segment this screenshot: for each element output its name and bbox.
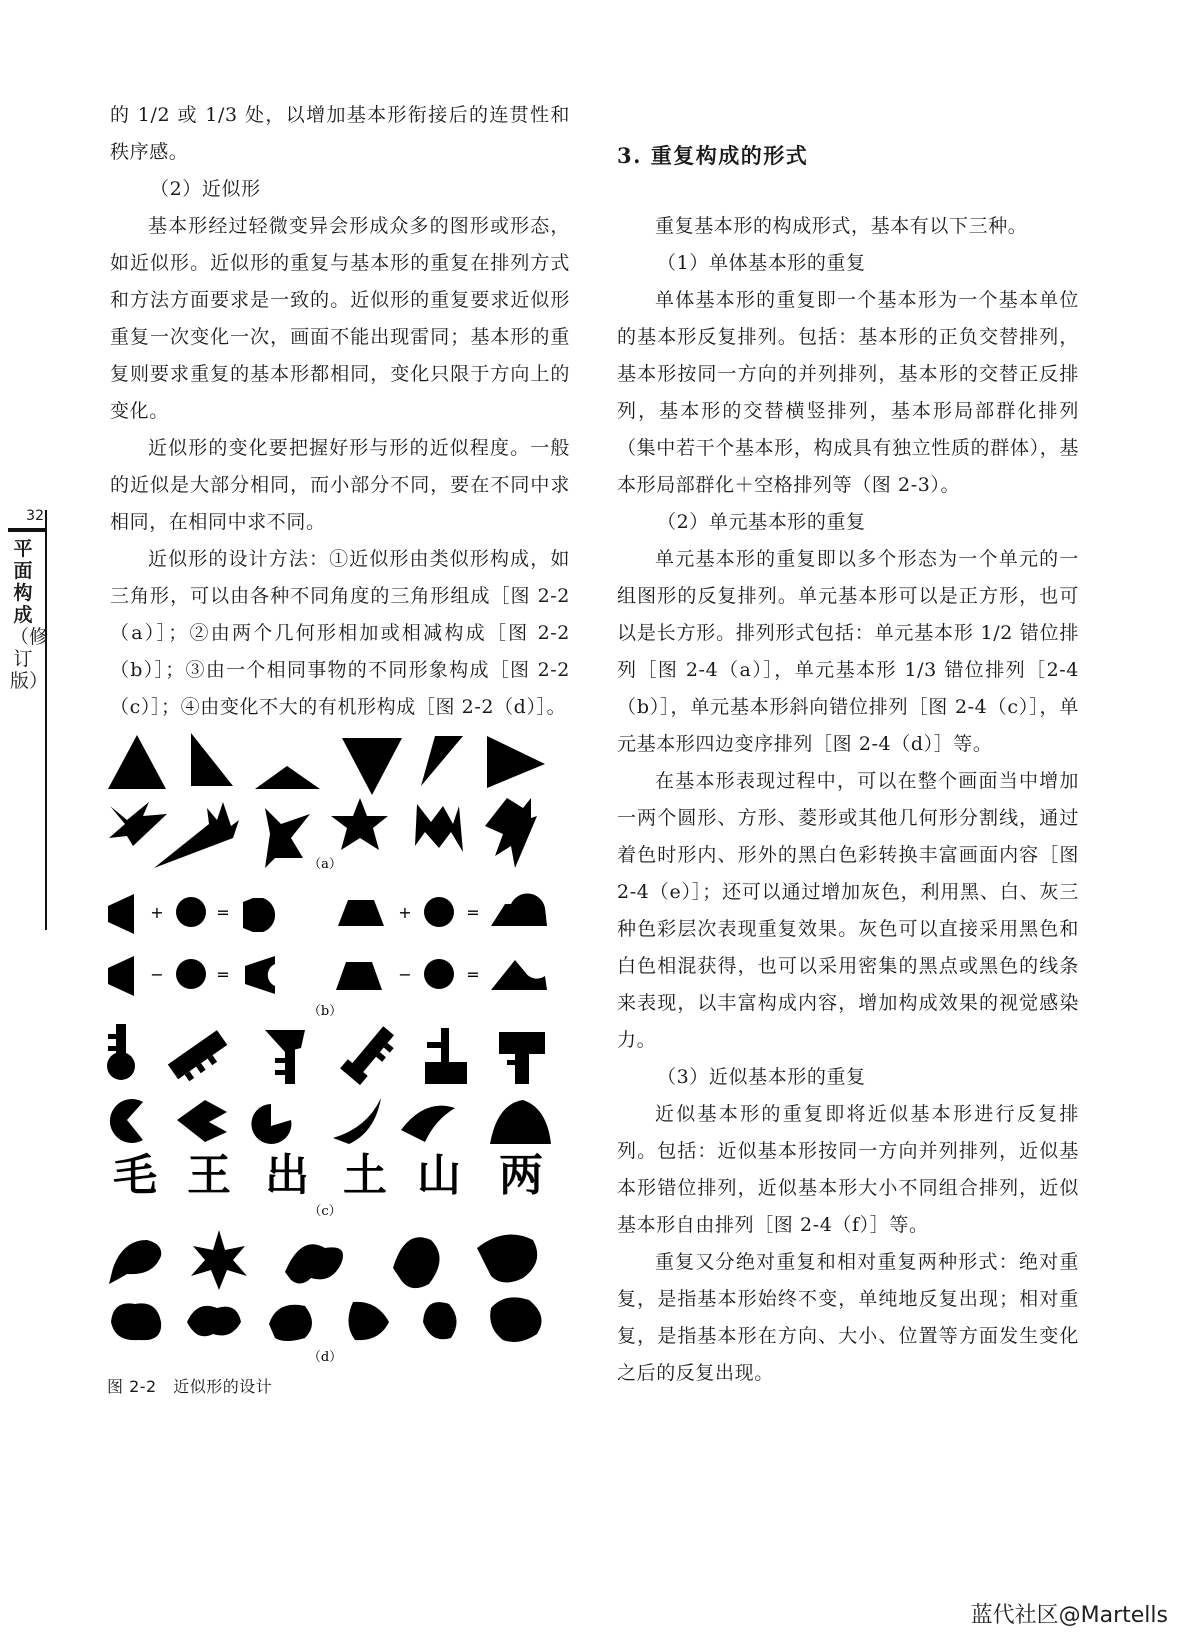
pac-shape <box>110 1099 143 1143</box>
circle-shape <box>176 897 206 927</box>
subtracted-shape <box>491 960 547 990</box>
key-shape <box>168 1030 232 1086</box>
left-column <box>110 97 570 726</box>
combined-shape <box>491 894 547 926</box>
leaf-shape <box>285 1244 343 1283</box>
paragraph: 近似形的变化要把握好形与形的近似程度。一般的近似是大部分相同，而小部分不同，要在不同中求相同，在相同中求不同。 <box>110 437 570 533</box>
edition-text: （修订版） <box>10 626 49 692</box>
paragraph: 近似基本形的重复即将近似基本形进行反复排列。包括：近似基本形按同一方向并列排列，近似基本形错位排列，近似基本形大小不同组合排列，近似基本形自由排列［图 2-4（f）］等。 <box>617 1103 1079 1236</box>
similar-shape <box>331 798 388 850</box>
leaf-shape <box>477 1235 537 1283</box>
blob-shape <box>490 1297 541 1342</box>
subheading-single-unit: （1）单体基本形的重复 <box>657 252 866 274</box>
key-shape <box>265 1030 305 1084</box>
subfigure-label-d: （d） <box>307 1350 343 1365</box>
subheading-similar-form: （2）近似形 <box>150 178 261 200</box>
subfigure-label-a: （a） <box>308 857 342 872</box>
figure-shapes <box>105 728 555 1378</box>
subheading-similar-repeat: （3）近似基本形的重复 <box>657 1066 866 1088</box>
blob-shape <box>348 1302 389 1340</box>
pac-shape <box>251 1104 291 1144</box>
trapezoid-shape <box>108 894 134 934</box>
figure-caption: 图 2-2 近似形的设计 <box>107 1377 273 1396</box>
minus-sign: − <box>150 965 164 984</box>
blob-shape <box>187 1306 241 1336</box>
minus-sign: − <box>398 965 412 984</box>
plus-sign: + <box>150 903 164 922</box>
combined-shape <box>243 898 275 932</box>
triangle-shape <box>421 736 463 786</box>
triangle-shape <box>191 733 233 786</box>
paragraph: 的 1/2 或 1/3 处，以增加基本形衔接后的连贯性和秩序感。 <box>110 104 570 163</box>
character-glyph: 土 <box>343 1150 387 1201</box>
paragraph: 近似形的设计方法：①近似形由类似形构成，如三角形，可以由各种不同角度的三角形组成［图 2-2（a）］；②由两个几何形相加或相减构成［图 2-2（b）］；③由一个相同事物的不同形象构成［图 2-2（c）］；④由变化不大的有机形构成［图 2-2（d）］。 <box>110 548 570 718</box>
character-glyph: 毛 <box>113 1150 157 1201</box>
pac-shape <box>401 1106 455 1142</box>
character-glyph: 两 <box>499 1150 543 1201</box>
watermark: 蓝代社区@Martells <box>970 1603 1168 1628</box>
blob-shape <box>111 1303 161 1340</box>
equals-sign: = <box>466 965 480 984</box>
trapezoid-shape <box>108 956 134 996</box>
plus-sign: + <box>398 903 412 922</box>
key-shape <box>340 1022 400 1086</box>
circle-shape <box>176 959 206 989</box>
side-tab-rule <box>8 528 46 532</box>
subfigure-label-b: （b） <box>307 1004 343 1019</box>
triangle-shape <box>255 766 320 789</box>
leaf-shape <box>109 1240 161 1284</box>
trapezoid-shape <box>336 962 382 990</box>
subfigure-label-c: （c） <box>308 1204 342 1219</box>
paragraph: 单元基本形的重复即以多个形态为一个单元的一组图形的反复排列。单元基本形可以是正方形，也可以是长方形。排列形式包括：单元基本形 1/2 错位排列［图 2-4（a）］，单元基本形 1/3 错位排列［2-4（b）］，单元基本形斜向错位排列［图 2-4（c）］，单元基本形四边变序排列［图 2-4（d）］等。 <box>617 548 1079 755</box>
paragraph: 单体基本形的重复即一个基本形为一个基本单位的基本形反复排列。包括：基本形的正负交替排列，基本形按同一方向的并列排列，基本形的交替正反排列，基本形的交替横竖排列，基本形局部群化排列（集中若干个基本形，构成具有独立性质的群体），基本形局部群化＋空格排列等（图 2-3）。 <box>617 289 1079 496</box>
circle-shape <box>424 959 454 989</box>
blob-shape <box>423 1302 457 1339</box>
side-vertical-rule <box>45 510 47 930</box>
book-title-text: 平面构成 <box>13 538 33 626</box>
side-book-title <box>10 538 49 692</box>
similar-shape <box>109 802 167 846</box>
paragraph: 在基本形表现过程中，可以在整个画面当中增加一两个圆形、方形、菱形或其他几何形分割线，通过着色时形内、形外的黑白色彩转换丰富画面内容［图 2-4（e）］；还可以通过增加灰色，利用黑、白、灰三种色彩层次表现重复效果。灰色可以直接采用黑色和白色相混获得，也可以采用密集的黑点或黑色的线条来表现，以丰富构成内容，增加构成效果的视觉感染力。 <box>617 770 1079 1051</box>
key-shape <box>499 1032 545 1084</box>
similar-shape <box>415 804 463 852</box>
equals-sign: = <box>216 903 230 922</box>
figure-2-2 <box>105 728 555 1378</box>
similar-shape <box>485 798 537 868</box>
key-shape <box>425 1028 467 1084</box>
similar-shape <box>154 802 239 868</box>
equals-sign: = <box>466 903 480 922</box>
subheading-unit-repeat: （2）单元基本形的重复 <box>657 511 866 533</box>
triangle-shape <box>342 738 402 795</box>
equals-sign: = <box>216 965 230 984</box>
subtracted-shape <box>245 956 275 994</box>
right-column <box>617 208 1079 1392</box>
triangle-shape <box>108 735 166 789</box>
key-shape <box>107 1024 135 1080</box>
similar-shape <box>265 808 310 868</box>
paragraph: 重复基本形的构成形式，基本有以下三种。 <box>655 215 1028 237</box>
character-glyph: 王 <box>187 1150 231 1201</box>
leaf-shape <box>191 1230 247 1290</box>
leaf-shape <box>393 1237 440 1288</box>
page-number: 32 <box>26 508 44 524</box>
triangle-shape <box>487 736 545 788</box>
pac-shape <box>490 1100 551 1144</box>
blob-shape <box>269 1305 312 1341</box>
paragraph: 基本形经过轻微变异会形成众多的图形或形态，如近似形。近似形的重复与基本形的重复在排列方式和方法方面要求是一致的。近似形的重复要求近似形重复一次变化一次，画面不能出现雷同；基本形的重复则要求重复的基本形都相同，变化只限于方向上的变化。 <box>110 215 570 422</box>
paragraph: 重复又分绝对重复和相对重复两种形式：绝对重复，是指基本形始终不变，单纯地反复出现；相对重复，是指基本形在方向、大小、位置等方面发生变化之后的反复出现。 <box>617 1251 1079 1384</box>
character-glyph: 出 <box>265 1150 309 1201</box>
circle-shape <box>424 897 454 927</box>
pac-shape <box>177 1100 227 1142</box>
pac-shape <box>333 1098 381 1144</box>
section-heading: 3. 重复构成的形式 <box>617 143 809 168</box>
character-glyph: 山 <box>417 1150 461 1201</box>
trapezoid-shape <box>338 900 384 926</box>
